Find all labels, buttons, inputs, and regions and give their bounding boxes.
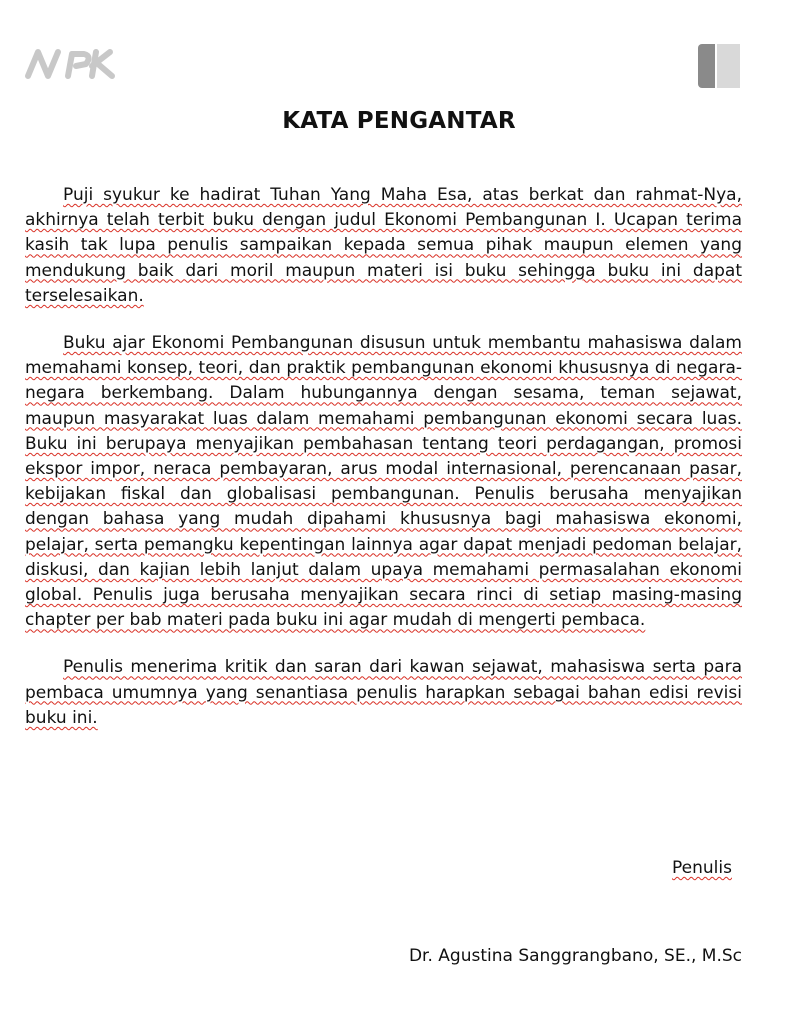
- preface-body: [25, 183, 742, 753]
- page-title: KATA PENGANTAR: [282, 108, 516, 134]
- signature-role: Penulis: [672, 858, 732, 878]
- edge-marker-light: [717, 44, 740, 88]
- page-edge-marker: [698, 44, 740, 88]
- preface-paragraph-3: Penulis menerima kritik dan saran dari kawan sejawat, mahasiswa serta para pembaca umumnya yang senantiasa penulis harapkan sebagai bahan edisi revisi buku ini.: [25, 657, 742, 728]
- preface-paragraph-2: Buku ajar Ekonomi Pembangunan disusun untuk membantu mahasiswa dalam memahami konsep, teori, dan praktik pembangunan ekonomi khususnya di negara-negara berkembang. Dalam hubungannya dengan sesama, teman sejawat, maupun masyarakat luas dalam memahami pembangunan ekonomi secara luas. Buku ini berupaya menyajikan pembahasan tentang teori perdagangan, promosi ekspor impor, neraca pembayaran, arus modal internasional, perencanaan pasar, kebijakan fiskal dan globalisasi pembangunan. Penulis berusaha menyajikan dengan bahasa yang mudah dipahami khususnya bagi mahasiswa ekonomi, pelajar, serta pemangku kepentingan lainnya agar dapat menjadi pedoman belajar, diskusi, dan kajian lebih lanjut dalam upaya memahami permasalahan ekonomi global. Penulis juga berusaha menyajikan secara rinci di setiap masing-masing chapter per bab materi pada buku ini agar mudah di mengerti pembaca.: [25, 333, 742, 631]
- preface-paragraph-1: Puji syukur ke hadirat Tuhan Yang Maha Esa, atas berkat dan rahmat-Nya, akhirnya telah terbit buku dengan judul Ekonomi Pembangunan I. Ucapan terima kasih tak lupa penulis sampaikan kepada semua pihak maupun elemen yang mendukung baik dari moril maupun materi isi buku sehingga buku ini dapat terselesaikan.: [25, 185, 742, 306]
- edge-marker-dark: [698, 44, 715, 88]
- signature-name: Dr. Agustina Sanggrangbano, SE., M.Sc: [408, 946, 742, 966]
- publisher-logo-icon: [22, 42, 118, 82]
